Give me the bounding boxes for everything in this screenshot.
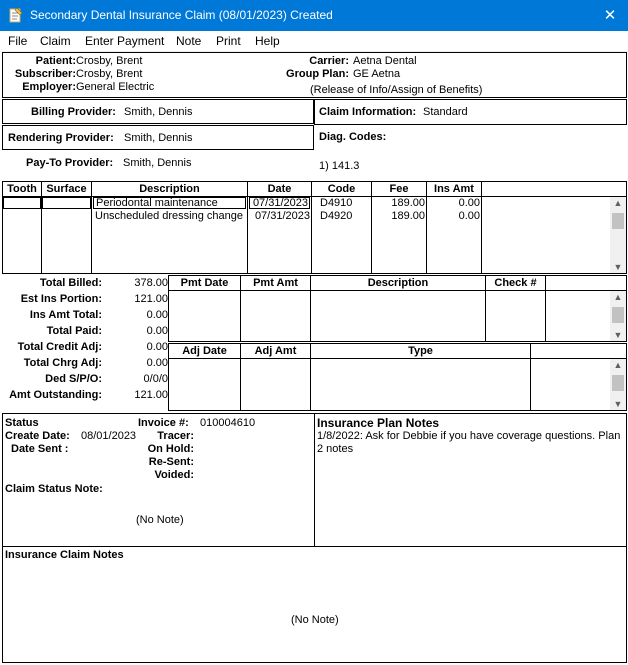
menu-note[interactable]: Note	[176, 34, 202, 48]
subscriber-label: Subscriber:	[14, 68, 76, 80]
procedures-grid	[2, 181, 627, 274]
diag-code-value: 1) 141.3	[319, 160, 360, 172]
tracer-label: Tracer:	[157, 430, 194, 442]
on-hold-label: On Hold:	[147, 443, 194, 455]
payments-scrollbar[interactable]	[610, 291, 626, 341]
payto-provider-label: Pay-To Provider:	[26, 157, 114, 169]
insurance-plan-notes-panel	[314, 413, 627, 547]
diag-codes-box	[314, 125, 627, 176]
patient-label: Patient:	[35, 55, 76, 67]
total-chrg-adj-value: 0.00	[146, 357, 168, 369]
scroll-thumb[interactable]	[612, 307, 624, 323]
scroll-up-icon[interactable]: ▲	[613, 360, 623, 370]
insurance-claim-notes-label: Insurance Claim Notes	[5, 549, 124, 561]
employer-label: Employer:	[22, 81, 76, 93]
billing-provider-box	[2, 99, 314, 124]
procedure-description: Unscheduled dressing change	[95, 210, 243, 222]
table-row[interactable]	[3, 210, 482, 223]
procedure-date: 07/31/2023	[249, 197, 310, 209]
col-date-header[interactable]: Date	[248, 182, 312, 196]
employer-value: General Electric	[76, 81, 155, 93]
est-ins-portion-label: Est Ins Portion:	[20, 293, 102, 305]
procedure-ins-amt: 0.00	[458, 210, 480, 222]
create-date-label: Create Date:	[5, 430, 70, 442]
total-billed-value: 378.00	[134, 277, 168, 289]
release-of-info-text: (Release of Info/Assign of Benefits)	[310, 84, 483, 96]
insurance-claim-notes-text[interactable]: (No Note)	[291, 614, 339, 626]
total-credit-adj-value: 0.00	[146, 341, 168, 353]
total-paid-value: 0.00	[146, 325, 168, 337]
procedures-header-row	[3, 182, 626, 197]
procedure-ins-amt: 0.00	[458, 197, 480, 209]
carrier-value: Aetna Dental	[353, 55, 417, 67]
procedure-code: D4920	[320, 210, 353, 222]
menu-file[interactable]: File	[8, 34, 28, 48]
amt-outstanding-label: Amt Outstanding:	[9, 389, 102, 401]
status-panel	[2, 413, 315, 547]
insurance-plan-notes-text[interactable]: 1/8/2022: Ask for Debbie if you have coverage questions. Plan 2 notes	[317, 430, 621, 455]
col-code-header[interactable]: Code	[312, 182, 372, 196]
col-surface-header[interactable]: Surface	[42, 182, 92, 196]
insurance-claim-notes-panel	[2, 546, 627, 663]
col-description-header[interactable]: Description	[92, 182, 248, 196]
procedure-code: D4910	[320, 197, 353, 209]
claim-status-note-label: Claim Status Note:	[5, 483, 103, 495]
col-adj-type-header[interactable]: Type	[311, 344, 531, 358]
group-plan-value: GE Aetna	[353, 68, 401, 80]
create-date-value: 08/01/2023	[81, 430, 137, 442]
adjustments-scrollbar[interactable]	[610, 359, 626, 410]
adjustments-grid	[168, 343, 627, 411]
billing-provider-value: Smith, Dennis	[124, 106, 193, 118]
col-adj-amt-header[interactable]: Adj Amt	[241, 344, 311, 358]
diag-codes-label: Diag. Codes:	[319, 131, 387, 143]
table-row[interactable]	[3, 197, 482, 210]
menu-enter-payment[interactable]: Enter Payment	[85, 34, 165, 48]
ded-spo-label: Ded S/P/O:	[45, 373, 102, 385]
total-billed-label: Total Billed:	[39, 277, 102, 289]
procedure-fee: 189.00	[391, 197, 425, 209]
payto-provider-value: Smith, Dennis	[123, 157, 192, 169]
menu-claim[interactable]: Claim	[40, 34, 71, 48]
patient-info-panel	[2, 52, 627, 98]
title-bar	[0, 0, 628, 31]
scroll-thumb[interactable]	[612, 213, 624, 229]
ded-spo-value: 0/0/0	[143, 373, 168, 385]
subscriber-value: Crosby, Brent	[76, 68, 143, 80]
invoice-value: 010004610	[200, 417, 256, 429]
menu-print[interactable]: Print	[216, 34, 241, 48]
col-pmt-date-header[interactable]: Pmt Date	[169, 276, 241, 290]
scroll-up-icon[interactable]: ▲	[613, 292, 623, 302]
voided-label: Voided:	[154, 469, 194, 481]
ins-amt-total-label: Ins Amt Total:	[29, 309, 102, 321]
claim-information-box	[314, 99, 627, 125]
menu-bar	[0, 31, 628, 52]
col-adj-date-header[interactable]: Adj Date	[169, 344, 241, 358]
menu-help[interactable]: Help	[255, 34, 280, 48]
procedures-scrollbar[interactable]	[610, 197, 626, 273]
claim-information-value: Standard	[423, 106, 468, 118]
payto-provider-box	[2, 151, 314, 176]
totals-panel	[2, 275, 168, 411]
claim-information-label: Claim Information:	[319, 106, 417, 118]
total-credit-adj-label: Total Credit Adj:	[17, 341, 102, 353]
rendering-provider-label: Rendering Provider:	[8, 132, 114, 144]
payments-grid	[168, 275, 627, 342]
scroll-down-icon[interactable]: ▼	[613, 262, 623, 272]
procedure-date: 07/31/2023	[254, 210, 310, 222]
carrier-label: Carrier:	[309, 55, 349, 67]
rendering-provider-box	[2, 125, 314, 150]
col-fee-header[interactable]: Fee	[372, 182, 427, 196]
claim-status-note-text[interactable]: (No Note)	[136, 514, 184, 526]
scroll-down-icon[interactable]: ▼	[613, 399, 623, 409]
rendering-provider-value: Smith, Dennis	[124, 132, 193, 144]
close-icon[interactable]: ✕	[603, 7, 617, 24]
scroll-thumb[interactable]	[612, 375, 624, 391]
col-pmt-description-header[interactable]: Description	[311, 276, 486, 290]
group-plan-label: Group Plan:	[286, 68, 349, 80]
patient-value: Crosby, Brent	[76, 55, 143, 67]
ins-amt-total-value: 0.00	[146, 309, 168, 321]
window-title: Secondary Dental Insurance Claim (08/01/2023) Created	[30, 8, 333, 22]
insurance-plan-notes-label: Insurance Plan Notes	[317, 416, 440, 430]
col-ins-amt-header[interactable]: Ins Amt	[427, 182, 482, 196]
col-check-number-header[interactable]: Check #	[486, 276, 546, 290]
billing-provider-label: Billing Provider:	[31, 106, 116, 118]
est-ins-portion-value: 121.00	[134, 293, 168, 305]
total-paid-label: Total Paid:	[46, 325, 102, 337]
scroll-up-icon[interactable]: ▲	[613, 198, 623, 208]
procedure-fee: 189.00	[391, 210, 425, 222]
amt-outstanding-value: 121.00	[134, 389, 168, 401]
procedure-description: Periodontal maintenance	[93, 197, 246, 209]
invoice-label: Invoice #:	[138, 417, 189, 429]
col-tooth-header[interactable]: Tooth	[3, 182, 42, 196]
col-pmt-amt-header[interactable]: Pmt Amt	[241, 276, 311, 290]
notepad-icon	[9, 7, 23, 23]
total-chrg-adj-label: Total Chrg Adj:	[23, 357, 102, 369]
date-sent-label: Date Sent :	[11, 443, 69, 455]
scroll-down-icon[interactable]: ▼	[613, 330, 623, 340]
re-sent-label: Re-Sent:	[148, 456, 194, 468]
status-label: Status	[5, 417, 39, 429]
